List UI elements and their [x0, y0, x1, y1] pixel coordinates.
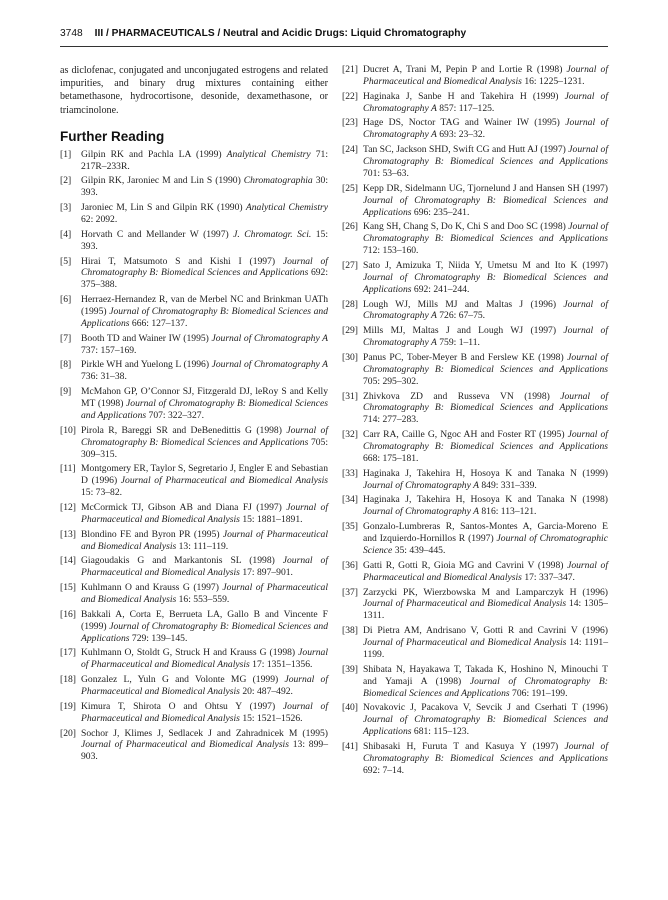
reference-number: [24]	[342, 144, 358, 156]
reference-authors: Herraez-Hernandez R, van de Merbel NC and Brinkman UATh (1995)	[81, 294, 328, 318]
reference-number: [26]	[342, 221, 358, 233]
reference-authors: Blondino FE and Byron PR (1995)	[81, 528, 220, 540]
reference-authors: Hirai T, Matsumoto S and Kishi I (1997)	[81, 255, 276, 267]
reference-number: [34]	[342, 494, 358, 506]
reference-number: [17]	[60, 647, 76, 659]
reference-item	[60, 728, 328, 764]
reference-item	[60, 202, 328, 226]
reference-journal: Analytical Chemistry	[226, 148, 311, 160]
reference-authors: Montgomery ER, Taylor S, Segretario J, Engler E and Sebastian D (1996)	[81, 463, 328, 487]
reference-details: 706: 191–199.	[512, 687, 568, 699]
reference-authors: Gonzalo-Lumbreras R, Santos-Montes A, Garcia-Moreno E and Izquierdo-Hornillos R (1997)	[363, 521, 608, 545]
reference-item	[60, 463, 328, 499]
reference-number: [6]	[60, 294, 72, 306]
reference-item	[60, 386, 328, 422]
reference-details: 701: 53–63.	[363, 167, 409, 179]
reference-number: [40]	[342, 702, 358, 714]
reference-authors: Zhivkova ZD and Russeva VN (1998)	[363, 390, 550, 402]
reference-item	[60, 609, 328, 645]
reference-number: [16]	[60, 608, 76, 620]
reference-details: 692: 7–14.	[363, 764, 405, 776]
reference-authors: Shibasaki H, Furuta T and Kasuya Y (1997)	[363, 740, 559, 752]
reference-number: [41]	[342, 740, 358, 752]
header-rule	[60, 46, 608, 47]
reference-number: [20]	[60, 727, 76, 739]
reference-item	[342, 299, 608, 323]
reference-details: 13: 111–119.	[178, 540, 229, 552]
reference-journal: Journal of Chromatography B: Biomedical Sciences and Applications	[363, 740, 608, 764]
reference-journal: Journal of Pharmaceutical and Biomedical Analysis	[81, 582, 328, 605]
reference-number: [12]	[60, 501, 76, 513]
reference-authors: Gatti R, Gotti R, Gioia MG and Cavrini V (1998)	[363, 559, 564, 571]
reference-journal: Journal of Pharmaceutical and Biomedical Analysis	[81, 555, 328, 579]
reference-authors: Mills MJ, Maltas J and Lough WJ (1997)	[363, 325, 557, 337]
reference-number: [35]	[342, 521, 358, 533]
reference-journal: Journal of Chromatography B: Biomedical Sciences and Applications	[363, 221, 608, 245]
reference-number: [38]	[342, 625, 358, 637]
reference-item	[60, 256, 328, 292]
reference-journal: Chromatographia	[243, 175, 313, 187]
reference-authors: Bakkali A, Corta E, Berrueta LA, Gallo B and Vincente F (1999)	[81, 608, 328, 632]
reference-details: 736: 31–38.	[81, 371, 127, 383]
reference-number: [22]	[342, 90, 358, 102]
reference-details: 693: 23–32.	[439, 129, 486, 141]
reference-number: [19]	[60, 700, 76, 712]
reference-details: 726: 67–75.	[439, 310, 486, 322]
reference-authors: Kepp DR, Sidelmann UG, Tjornelund J and Hansen SH (1997)	[363, 182, 608, 194]
reference-authors: Kang SH, Chang S, Do K, Chi S and Doo SC (1998)	[363, 221, 566, 233]
reference-journal: Journal of Chromatography A	[363, 117, 608, 141]
reference-details: 668: 175–181.	[363, 452, 419, 464]
left-column	[60, 64, 328, 766]
reference-number: [30]	[342, 351, 358, 363]
right-column	[342, 64, 608, 780]
reference-details: 692: 375–388.	[81, 267, 328, 291]
reference-authors: Sato J, Amizuka T, Niida Y, Umetsu M and Ito K (1997)	[363, 259, 608, 271]
reference-item	[342, 260, 608, 296]
reference-item	[342, 429, 608, 465]
running-head-title: III / PHARMACEUTICALS / Neutral and Acidic Drugs: Liquid Chromatography	[94, 28, 467, 39]
reference-journal: Journal of Pharmaceutical and Biomedical Analysis	[120, 475, 328, 487]
reference-authors: Haginaka J, Takehira H, Hosoya K and Tanaka N (1999)	[363, 467, 608, 479]
reference-number: [15]	[60, 582, 76, 594]
reference-details: 707: 322–327.	[148, 409, 204, 421]
reference-item	[342, 560, 608, 584]
page-number: 3748	[60, 28, 83, 39]
reference-item	[60, 294, 328, 330]
reference-journal: Journal of Pharmaceutical and Biomedical Analysis	[363, 559, 608, 583]
reference-details: 17: 337–347.	[524, 571, 575, 583]
reference-list-left	[60, 149, 328, 764]
reference-journal: Journal of Pharmaceutical and Biomedical Analysis	[363, 64, 608, 87]
reference-details: 692: 241–244.	[413, 283, 470, 295]
reference-details: 71: 217R–233R.	[81, 148, 328, 172]
reference-item	[342, 352, 608, 388]
reference-authors: Zarzycki PK, Wierzbowska M and Lamparczyk H (1996)	[363, 586, 608, 598]
reference-journal: Journal of Chromatography B: Biomedical Sciences and Applications	[363, 429, 608, 453]
reference-journal: Journal of Chromatographic Science	[363, 533, 608, 556]
reference-number: [23]	[342, 117, 358, 129]
reference-authors: Gonzalez L, Yuln G and Volonte MG (1999)	[81, 674, 279, 686]
reference-authors: Hage DS, Noctor TAG and Wainer IW (1995)	[363, 117, 560, 129]
section-title: Further Reading	[60, 128, 165, 144]
reference-details: 35: 439–445.	[394, 545, 446, 556]
reference-journal: Journal of Pharmaceutical and Biomedical Analysis	[81, 739, 289, 751]
reference-number: [27]	[342, 259, 358, 271]
reference-item	[342, 521, 608, 557]
reference-journal: Journal of Chromatography A	[211, 359, 328, 371]
reference-number: [2]	[60, 175, 72, 187]
reference-item	[60, 529, 328, 553]
reference-details: 17: 1351–1356.	[252, 659, 313, 671]
reference-journal: Journal of Chromatography A	[363, 90, 608, 114]
reference-journal: Journal of Pharmaceutical and Biomedical Analysis	[81, 501, 329, 525]
reference-details: 16: 553–559.	[178, 594, 230, 605]
reference-number: [8]	[60, 359, 72, 371]
reference-authors: Panus PC, Tober-Meyer B and Ferslew KE (1998)	[363, 351, 564, 363]
reference-details: 13: 899–903.	[81, 739, 328, 763]
reference-item	[60, 555, 328, 579]
reference-details: 681: 115–123.	[413, 726, 469, 738]
reference-details: 714: 277–283.	[363, 414, 419, 426]
reference-details: 15: 1881–1891.	[242, 513, 303, 525]
reference-number: [29]	[342, 325, 358, 337]
reference-details: 14: 1305–1311.	[363, 598, 608, 622]
reference-journal: Journal of Chromatography B: Biomedical Sciences and Applications	[363, 390, 608, 414]
reference-number: [7]	[60, 332, 72, 344]
reference-number: [33]	[342, 467, 358, 479]
reference-details: 696: 235–241.	[413, 206, 470, 218]
reference-journal: Journal of Chromatography B: Biomedical Sciences and Applications	[81, 306, 328, 329]
reference-authors: McCormick TJ, Gibson AB and Diana FJ (1997)	[81, 501, 282, 513]
reference-item	[60, 333, 328, 357]
reference-journal: Journal of Pharmaceutical and Biomedical Analysis	[81, 700, 328, 724]
reference-journal: Journal of Chromatography B: Biomedical Sciences and Applications	[363, 144, 608, 168]
reference-authors: Pirkle WH and Yuelong L (1996)	[81, 359, 210, 371]
reference-item	[60, 149, 328, 173]
reference-item	[342, 144, 608, 180]
reference-authors: Shibata N, Hayakawa T, Takada K, Hoshino N, Minouchi T and Yamaji A (1998)	[363, 663, 608, 687]
reference-journal: Journal of Chromatography B: Biomedical Sciences and Applications	[363, 675, 608, 699]
reference-details: 30: 393.	[81, 175, 328, 199]
reference-journal: Journal of Pharmaceutical and Biomedical Analysis	[363, 598, 567, 610]
reference-journal: Journal of Chromatography B: Biomedical Sciences and Applications	[363, 351, 608, 375]
reference-number: [31]	[342, 390, 358, 402]
reference-item	[342, 468, 608, 492]
reference-item	[342, 741, 608, 777]
reference-journal: Journal of Chromatography B: Biomedical Sciences and Applications	[81, 620, 328, 644]
reference-details: 16: 1225–1231.	[524, 75, 585, 87]
reference-details: 17: 897–901.	[242, 567, 293, 579]
reference-authors: Haginaka J, Sanbe H and Takehira H (1999)	[363, 90, 559, 102]
reference-details: 759: 1–11.	[439, 337, 480, 349]
reference-number: [3]	[60, 202, 72, 214]
reference-journal: Journal of Chromatography A	[363, 298, 608, 322]
reference-number: [18]	[60, 674, 76, 686]
reference-details: 62: 2092.	[81, 214, 118, 226]
reference-item	[60, 359, 328, 383]
reference-details: 705: 309–315.	[81, 436, 328, 460]
reference-authors: Kimura T, Shirota O and Ohtsu Y (1997)	[81, 700, 276, 712]
reference-item	[60, 701, 328, 725]
reference-item	[60, 674, 328, 698]
reference-number: [28]	[342, 298, 358, 310]
reference-number: [13]	[60, 528, 76, 540]
reference-number: [14]	[60, 555, 76, 567]
reference-list-right	[342, 64, 608, 777]
reference-item	[342, 64, 608, 88]
reference-journal: Journal of Chromatography B: Biomedical Sciences and Applications	[81, 424, 328, 448]
reference-item	[342, 702, 608, 738]
reference-item	[342, 494, 608, 518]
reference-details: 15: 393.	[81, 228, 329, 252]
reference-number: [9]	[60, 386, 72, 398]
reference-number: [1]	[60, 148, 72, 160]
reference-journal: Journal of Chromatography A	[363, 479, 479, 491]
reference-item	[342, 391, 608, 427]
reference-number: [25]	[342, 182, 358, 194]
reference-item	[342, 183, 608, 219]
reference-details: 712: 153–160.	[363, 245, 419, 257]
reference-authors: Ducret A, Trani M, Pepin P and Lortie R (1998)	[363, 64, 563, 75]
reference-authors: Kuhlmann O, Stoldt G, Struck H and Krauss G (1998)	[81, 647, 296, 659]
reference-authors: Sochor J, Klimes J, Sedlacek J and Zahradnicek M (1995)	[81, 727, 328, 739]
reference-details: 20: 487–492.	[242, 686, 293, 698]
reference-item	[342, 117, 608, 141]
reference-journal: Journal of Chromatography A	[211, 332, 328, 344]
reference-item	[60, 229, 328, 253]
intro-paragraph: as diclofenac, conjugated and unconjugated estrogens and related impurities, and binary drug mixtures containing either betamethasone, hydrocortisone, desonide, dexamethasone, or triamcinolone.	[60, 65, 328, 116]
reference-journal: Journal of Chromatography A	[363, 506, 479, 518]
reference-details: 666: 127–137.	[131, 317, 188, 329]
reference-number: [11]	[60, 463, 76, 475]
reference-item	[342, 664, 608, 700]
reference-number: [39]	[342, 663, 358, 675]
reference-journal: Analytical Chemistry	[245, 202, 328, 214]
reference-journal: Journal of Pharmaceutical and Biomedical Analysis	[363, 637, 567, 649]
reference-details: 729: 139–145.	[131, 632, 188, 644]
reference-item	[60, 425, 328, 461]
reference-journal: Journal of Chromatography B: Biomedical Sciences and Applications	[363, 271, 608, 295]
reference-journal: Journal of Chromatography B: Biomedical Sciences and Applications	[81, 398, 328, 421]
reference-journal: Journal of Pharmaceutical and Biomedical Analysis	[81, 528, 328, 552]
reference-item	[342, 625, 608, 661]
reference-item	[60, 582, 328, 606]
reference-details: 737: 157–169.	[81, 344, 137, 356]
reference-details: 849: 331–339.	[481, 479, 537, 491]
reference-details: 15: 1521–1526.	[242, 712, 303, 724]
reference-number: [5]	[60, 255, 72, 267]
reference-item	[60, 175, 328, 199]
reference-authors: Lough WJ, Mills MJ and Maltas J (1996)	[363, 298, 557, 310]
reference-authors: McMahon GP, O’Connor SJ, Fitzgerald DJ, leRoy S and Kelly MT (1998)	[81, 386, 328, 410]
reference-authors: Gilpin RK, Jaroniec M and Lin S (1990)	[81, 175, 241, 187]
reference-journal: Journal of Pharmaceutical and Biomedical Analysis	[81, 647, 328, 671]
reference-authors: Carr RA, Caille G, Ngoc AH and Foster RT (1995)	[363, 429, 565, 441]
reference-journal: Journal of Chromatography B: Biomedical Sciences and Applications	[363, 714, 608, 738]
reference-journal: Journal of Chromatography B: Biomedical Sciences and Applications	[363, 194, 608, 218]
reference-details: 816: 113–121.	[481, 506, 537, 518]
reference-journal: J. Chromatogr. Sci.	[233, 228, 312, 240]
reference-number: [32]	[342, 429, 358, 441]
reference-item	[342, 325, 608, 349]
reference-item	[60, 502, 328, 526]
reference-authors: Novakovic J, Pacakova V, Sevcik J and Cserhati T (1996)	[363, 702, 608, 714]
reference-journal: Journal of Chromatography A	[363, 325, 608, 349]
reference-authors: Giagoudakis G and Markantonis SL (1998)	[81, 555, 275, 567]
reference-authors: Pirola R, Bareggi SR and DeBenedittis G (1998)	[81, 424, 282, 436]
reference-item	[342, 91, 608, 115]
reference-details: 857: 117–125.	[439, 102, 495, 114]
reference-number: [36]	[342, 559, 358, 571]
reference-details: 15: 73–82.	[81, 487, 123, 499]
reference-authors: Tan SC, Jackson SHD, Swift CG and Hutt AJ (1997)	[363, 144, 566, 156]
reference-number: [21]	[342, 64, 358, 75]
reference-authors: Gilpin RK and Pachla LA (1999)	[81, 148, 222, 160]
reference-journal: Journal of Pharmaceutical and Biomedical Analysis	[81, 674, 328, 698]
reference-authors: Jaroniec M, Lin S and Gilpin RK (1990)	[81, 202, 243, 214]
reference-authors: Haginaka J, Takehira H, Hosoya K and Tanaka N (1998)	[363, 494, 608, 506]
reference-authors: Booth TD and Wainer IW (1995)	[81, 332, 209, 344]
running-head	[60, 28, 608, 39]
reference-details: 14: 1191–1199.	[363, 637, 608, 660]
reference-item	[342, 221, 608, 257]
reference-authors: Di Pietra AM, Andrisano V, Gotti R and Cavrini V (1996)	[363, 625, 608, 637]
reference-number: [4]	[60, 228, 72, 240]
reference-item	[60, 647, 328, 671]
reference-item	[342, 587, 608, 623]
reference-number: [37]	[342, 586, 358, 598]
reference-authors: Kuhlmann O and Krauss G (1997)	[81, 582, 219, 594]
reference-details: 705: 295–302.	[363, 375, 419, 387]
reference-authors: Horvath C and Mellander W (1997)	[81, 228, 229, 240]
reference-journal: Journal of Chromatography B: Biomedical Sciences and Applications	[81, 255, 328, 279]
reference-number: [10]	[60, 424, 76, 436]
